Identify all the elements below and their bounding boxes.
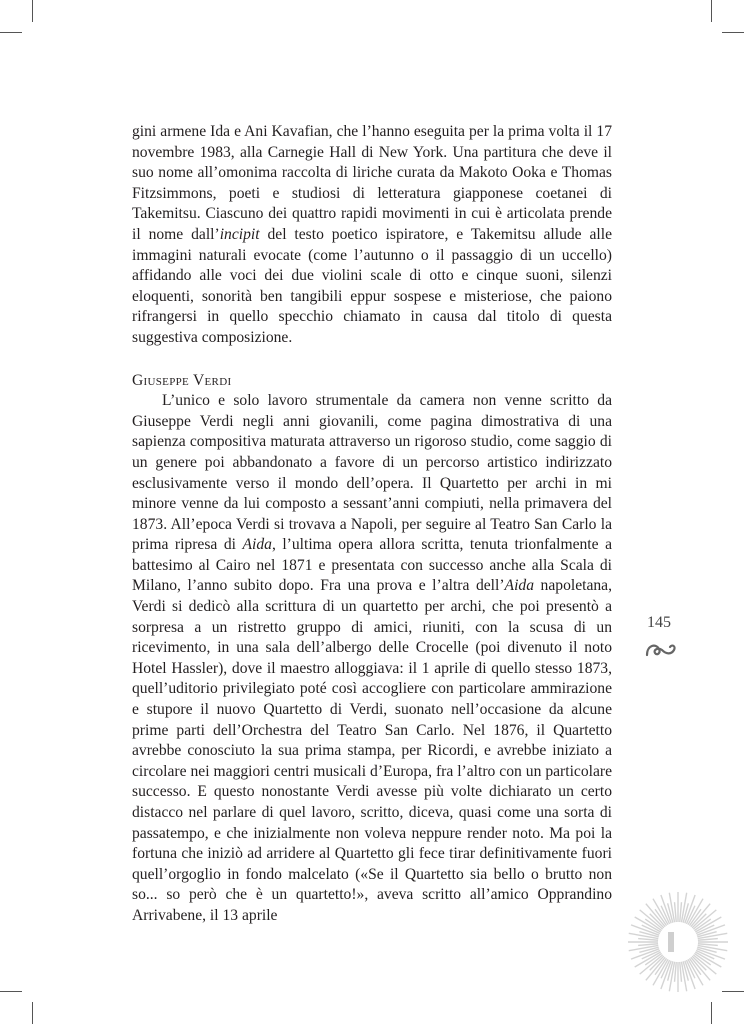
crop-mark-bottom-right-v [711,1002,712,1024]
crop-mark-top-left-v [32,0,33,22]
paragraph-2-part3: napoletana, Verdi si dedicò alla scrittura di un quartetto per archi, che poi presentò a sorpresa a un ristretto gruppo di amici, riuniti, con la scusa di un ricevimento, in una sala dell’albergo delle Crocelle (poi divenuto il noto Hotel Hassler), dove il maestro alloggiava: il 1 aprile di quello stesso 1873, quell’uditorio privilegiato poté così accogliere con particolare ammirazione e stupore il nuovo Quartetto di Verdi, suonato nell’occasione da alcune prime parti dell’Orchestra del Teatro San Carlo. Nel 1876, il Quartetto avrebbe conosciuto la sua prima stampa, per Ricordi, e avrebbe iniziato a circolare nei maggiori centri musicali d’Europa, fra l’altro con un particolare successo. E questo nonostante Verdi avesse più volte dichiarato un certo distacco nel parlare di quel lavoro, scritto, diceva, quasi come una sorta di passatempo, e che inizialmente non voleva neppure render noto. Ma poi la fortuna che iniziò ad arridere al Quartetto gli fece tirar definitivamente fuori quell’orgoglio in fondo malcelato («Se il Quartetto sia bello o brutto non so... so però che è un quartetto!», aveva scritto all’amico Opprandino Arrivabene, il 13 aprile [132,577,612,924]
swirl-ornament-icon [644,640,678,660]
paragraph-takemitsu [132,122,612,349]
crop-mark-bottom-left-h [0,991,22,992]
paragraph-1-text: gini armene Ida e Ani Kavafian, che l’hanno eseguita per la prima volta il 17 novembre 1983, alla Carnegie Hall di New York. Una partitura che deve il suo nome all’omonima raccolta di liriche curata da Makoto Ooka e Thomas Fitzsimmons, poeti e studiosi di letteratura giapponese coetanei di Takemitsu. Ciascuno dei quattro rapidi movimenti in cui è articolata prende il nome dall’ [132,123,612,243]
page-number: 145 [647,614,671,631]
paragraph-2-part1: L’unico e solo lavoro strumentale da camera non venne scritto da Giuseppe Verdi negli anni giovanili, come pagina dimostrativa di una sapienza compositiva maturata attraverso un rigoroso studio, come saggio di un genere poi abbandonato a favore di un percorso artistico indirizzato esclusivamente verso il mondo dell’opera. Il Quartetto per archi in mi minore venne da lui composto a sessant’anni compiuti, nella primavera del 1873. All’epoca Verdi si trovava a Napoli, per seguire al Teatro San Carlo la prima ripresa di [132,392,612,554]
section-heading: Giuseppe Verdi [132,371,232,389]
paragraph-1-end: del testo poetico ispiratore, e Takemitsu allude alle immagini naturali evocate (come l’autunno o il passaggio di un uccello) affidando alle voci dei due violini scale di otto e cinque suoni, silenzi eloquenti, sonorità ben tangibili eppur sospese e misteriose, che paiono rifrangersi in quello specchio chiamato in causa dal titolo di questa suggestiva composizione. [132,225,612,346]
paragraph-2-part2: , l’ultima opera allora scritta, tenuta trionfalmente a battesimo al Cairo nel 1871 e presentata con successo anche alla Scala di Milano, l’anno subito dopo. Fra una prova e l’altra dell’ [132,536,612,595]
aida-italic-1: Aida [242,536,272,554]
aida-italic-2: Aida [504,577,534,595]
crop-mark-top-left-h [0,32,22,33]
main-text [132,122,612,927]
incipit-italic: incipit [219,225,260,243]
crop-mark-top-right-v [711,0,712,22]
crop-mark-bottom-left-v [32,1002,33,1024]
paragraph-verdi [132,391,612,926]
crop-mark-top-right-h [722,32,744,33]
sunburst-emblem-icon [612,892,744,992]
